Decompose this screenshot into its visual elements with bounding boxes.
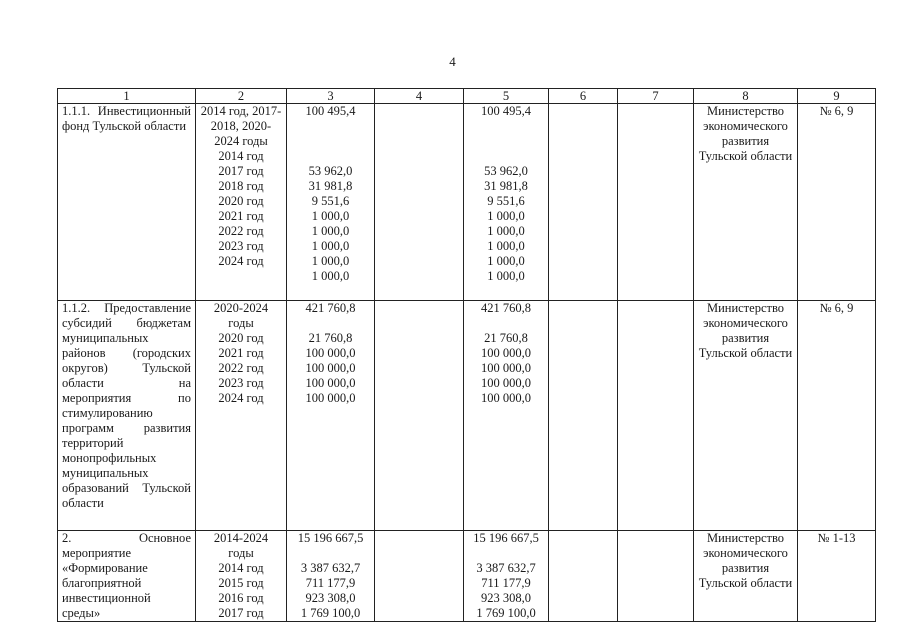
spacer [468, 134, 544, 149]
period-total: 2020-2024 годы [213, 301, 269, 330]
column-header: 8 [694, 89, 798, 104]
year-value: 711 177,9 [481, 576, 531, 590]
column-header: 4 [375, 89, 464, 104]
year-label: 2020 год [218, 194, 264, 208]
year-label: 2022 год [218, 361, 264, 375]
year-label: 2023 год [218, 239, 264, 253]
period-total: 2014-2024 годы [213, 531, 269, 560]
column-header: 1 [58, 89, 196, 104]
total-value: 100 495,4 [481, 104, 531, 118]
executor-cell: Министерство экономического развития Тульской области [694, 531, 798, 622]
total-value: 421 760,8 [305, 301, 356, 315]
year-value: 923 308,0 [481, 591, 531, 605]
table-row [58, 531, 876, 622]
executor-cell: Министерство экономического развития Тульской области [694, 301, 798, 531]
value-col-5 [464, 104, 549, 301]
column-header: 3 [287, 89, 375, 104]
value-col-6 [549, 104, 618, 301]
year-value: 1 000,0 [311, 239, 350, 253]
value-col-4 [375, 531, 464, 622]
year-value: 3 387 632,7 [300, 561, 361, 575]
column-header: 7 [618, 89, 694, 104]
spacer [468, 119, 544, 134]
year-value: 31 981,8 [308, 179, 353, 193]
total-value: 15 196 667,5 [297, 531, 364, 545]
value-col-7 [618, 301, 694, 531]
year-value: 53 962,0 [484, 164, 528, 178]
value-col-6 [549, 301, 618, 531]
year-label: 2024 год [218, 391, 264, 405]
spacer [291, 119, 370, 134]
year-value: 1 000,0 [487, 269, 525, 283]
year-value: 1 000,0 [311, 254, 350, 268]
program-table [57, 88, 876, 622]
year-value: 1 000,0 [311, 224, 350, 238]
year-value: 21 760,8 [308, 331, 353, 345]
period-cell [196, 531, 287, 622]
year-label: 2017 год [218, 164, 264, 178]
spacer [291, 546, 370, 561]
year-label: 2023 год [218, 376, 264, 390]
value-col-4 [375, 104, 464, 301]
total-value: 15 196 667,5 [473, 531, 539, 545]
year-value: 100 000,0 [481, 361, 531, 375]
spacer [468, 546, 544, 561]
measure-name: 2. Основное мероприятие «Формирование благоприятной инвестиционной среды» [58, 531, 196, 622]
spacer [468, 149, 544, 164]
year-value: 9 551,6 [311, 194, 350, 208]
executor-cell: Министерство экономического развития Тульской области [694, 104, 798, 301]
year-label: 2016 год [218, 591, 264, 605]
indicator-cell: № 1-13 [798, 531, 876, 622]
year-label: 2021 год [218, 346, 264, 360]
value-col-3 [287, 301, 375, 531]
value-col-5 [464, 531, 549, 622]
table-row [58, 301, 876, 531]
value-col-5 [464, 301, 549, 531]
year-value: 21 760,8 [484, 331, 528, 345]
year-value: 711 177,9 [305, 576, 356, 590]
year-value: 100 000,0 [305, 346, 356, 360]
year-value: 1 769 100,0 [476, 606, 536, 620]
value-col-4 [375, 301, 464, 531]
spacer [291, 316, 370, 331]
column-header: 6 [549, 89, 618, 104]
header-row [58, 89, 876, 104]
measure-name: 1.1.2. Предоставление субсидий бюджетам муниципальных районов (городских округов) Тульской области на мероприятия по стимулированию программ развития территорий монопрофильных муниципальных образований Тульской области [58, 301, 196, 531]
year-value: 3 387 632,7 [476, 561, 536, 575]
measure-name: 1.1.1. Инвестиционный фонд Тульской области [58, 104, 196, 301]
year-label: 2022 год [218, 224, 264, 238]
year-value: 9 551,6 [487, 194, 525, 208]
year-value: 1 000,0 [487, 209, 525, 223]
spacer [291, 134, 370, 149]
year-value: 1 000,0 [311, 209, 350, 223]
table-row [58, 104, 876, 301]
year-label: 2021 год [218, 209, 264, 223]
year-label: 2020 год [218, 331, 264, 345]
year-value: 31 981,8 [484, 179, 528, 193]
year-value: 100 000,0 [305, 376, 356, 390]
year-value: 53 962,0 [308, 164, 353, 178]
year-value: 1 000,0 [487, 224, 525, 238]
spacer [291, 149, 370, 164]
spacer [468, 316, 544, 331]
year-value: 1 000,0 [311, 269, 350, 283]
year-label: 2014 год [218, 561, 264, 575]
column-header: 2 [196, 89, 287, 104]
year-label: 2018 год [218, 179, 264, 193]
page-number: 4 [449, 54, 456, 69]
year-value: 100 000,0 [481, 346, 531, 360]
year-value: 100 000,0 [305, 361, 356, 375]
year-value: 100 000,0 [481, 391, 531, 405]
total-value: 421 760,8 [481, 301, 531, 315]
column-header: 9 [798, 89, 876, 104]
year-value: 100 000,0 [481, 376, 531, 390]
year-label: 2014 год [218, 149, 264, 163]
year-value: 923 308,0 [305, 591, 356, 605]
value-col-6 [549, 531, 618, 622]
year-label: 2024 год [218, 254, 264, 268]
period-total: 2014 год, 2017-2018, 2020-2024 годы [200, 104, 282, 148]
value-col-7 [618, 531, 694, 622]
period-cell [196, 104, 287, 301]
year-value: 1 769 100,0 [300, 606, 361, 620]
year-value: 1 000,0 [487, 239, 525, 253]
column-header: 5 [464, 89, 549, 104]
period-cell [196, 301, 287, 531]
value-col-3 [287, 104, 375, 301]
indicator-cell: № 6, 9 [798, 104, 876, 301]
total-value: 100 495,4 [305, 104, 356, 118]
year-value: 100 000,0 [305, 391, 356, 405]
year-label: 2017 год [218, 606, 264, 620]
indicator-cell: № 6, 9 [798, 301, 876, 531]
year-label: 2015 год [218, 576, 264, 590]
year-value: 1 000,0 [487, 254, 525, 268]
value-col-7 [618, 104, 694, 301]
value-col-3 [287, 531, 375, 622]
